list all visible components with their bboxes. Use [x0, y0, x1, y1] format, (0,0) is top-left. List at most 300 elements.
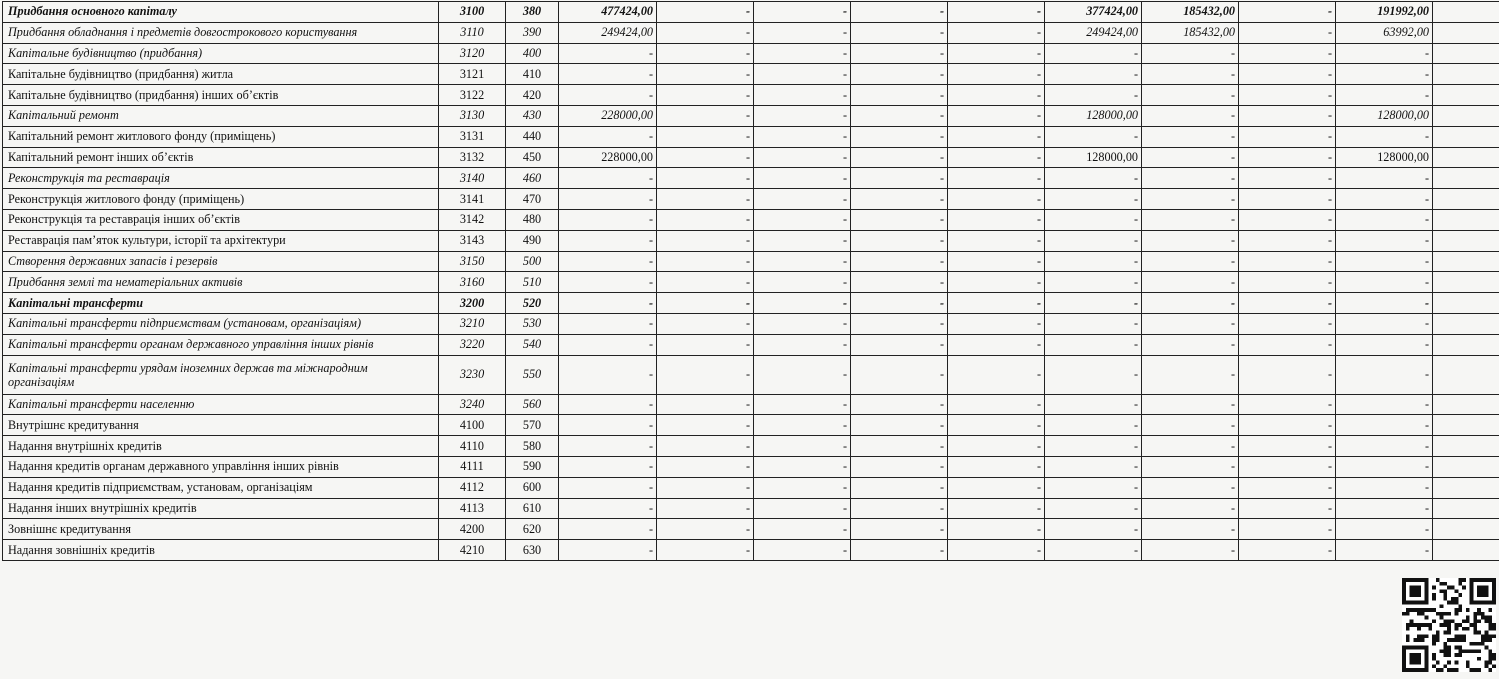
- value-cell: 249424,00: [559, 22, 657, 43]
- empty-cell: [1433, 251, 1499, 272]
- empty-cell: [1433, 355, 1499, 394]
- line-code: 440: [506, 126, 559, 147]
- value-cell: -: [1045, 251, 1142, 272]
- empty-cell: [1433, 85, 1499, 106]
- empty-cell: [1433, 43, 1499, 64]
- value-cell: -: [754, 540, 851, 561]
- value-cell: -: [851, 355, 948, 394]
- value-cell: -: [559, 355, 657, 394]
- qr-code-icon: [1402, 578, 1496, 672]
- value-cell: -: [948, 251, 1045, 272]
- value-cell: -: [1336, 64, 1433, 85]
- value-cell: -: [657, 251, 754, 272]
- table-row: [3, 293, 1499, 314]
- value-cell: -: [1239, 313, 1336, 334]
- row-label: Капітальні трансферти населенню: [3, 394, 439, 415]
- value-cell: -: [1045, 436, 1142, 457]
- row-label: Надання інших внутрішніх кредитів: [3, 498, 439, 519]
- value-cell: -: [1045, 189, 1142, 210]
- value-cell: -: [851, 64, 948, 85]
- value-cell: -: [948, 2, 1045, 23]
- table-row: [3, 415, 1499, 436]
- value-cell: -: [1239, 540, 1336, 561]
- row-label: Придбання обладнання і предметів довгострокового користування: [3, 22, 439, 43]
- table-row: [3, 168, 1499, 189]
- empty-cell: [1433, 2, 1499, 23]
- empty-cell: [1433, 126, 1499, 147]
- table-row: [3, 85, 1499, 106]
- value-cell: -: [1336, 519, 1433, 540]
- row-label: Капітальні трансферти: [3, 293, 439, 314]
- value-cell: -: [559, 334, 657, 355]
- value-cell: -: [851, 436, 948, 457]
- value-cell: -: [1142, 477, 1239, 498]
- kekv-code: 3210: [439, 313, 506, 334]
- table-row: [3, 436, 1499, 457]
- value-cell: -: [657, 22, 754, 43]
- value-cell: -: [559, 436, 657, 457]
- value-cell: -: [754, 355, 851, 394]
- kekv-code: 3110: [439, 22, 506, 43]
- line-code: 420: [506, 85, 559, 106]
- empty-cell: [1433, 230, 1499, 251]
- value-cell: -: [754, 272, 851, 293]
- value-cell: -: [1336, 456, 1433, 477]
- empty-cell: [1433, 394, 1499, 415]
- value-cell: -: [657, 394, 754, 415]
- value-cell: -: [754, 251, 851, 272]
- value-cell: -: [1239, 498, 1336, 519]
- value-cell: -: [948, 43, 1045, 64]
- value-cell: -: [1239, 436, 1336, 457]
- value-cell: -: [1239, 230, 1336, 251]
- kekv-code: 3160: [439, 272, 506, 293]
- value-cell: -: [851, 415, 948, 436]
- value-cell: -: [754, 22, 851, 43]
- line-code: 450: [506, 147, 559, 168]
- empty-cell: [1433, 189, 1499, 210]
- value-cell: -: [1142, 334, 1239, 355]
- row-label: Капітальне будівництво (придбання) житла: [3, 64, 439, 85]
- line-code: 540: [506, 334, 559, 355]
- kekv-code: 3132: [439, 147, 506, 168]
- value-cell: 185432,00: [1142, 2, 1239, 23]
- kekv-code: 3143: [439, 230, 506, 251]
- value-cell: -: [1239, 355, 1336, 394]
- row-label: Капітальні трансферти підприємствам (установам, організаціям): [3, 313, 439, 334]
- empty-cell: [1433, 498, 1499, 519]
- empty-cell: [1433, 22, 1499, 43]
- empty-cell: [1433, 415, 1499, 436]
- value-cell: -: [1045, 43, 1142, 64]
- value-cell: -: [754, 498, 851, 519]
- empty-cell: [1433, 313, 1499, 334]
- value-cell: -: [1142, 519, 1239, 540]
- value-cell: -: [754, 394, 851, 415]
- value-cell: -: [657, 168, 754, 189]
- value-cell: -: [1336, 126, 1433, 147]
- row-label: Капітальне будівництво (придбання) інших об’єктів: [3, 85, 439, 106]
- table-row: [3, 43, 1499, 64]
- value-cell: -: [754, 168, 851, 189]
- value-cell: -: [1336, 313, 1433, 334]
- value-cell: -: [657, 477, 754, 498]
- value-cell: -: [851, 126, 948, 147]
- value-cell: -: [1142, 355, 1239, 394]
- value-cell: -: [948, 540, 1045, 561]
- table-row: [3, 189, 1499, 210]
- row-label: Створення державних запасів і резервів: [3, 251, 439, 272]
- value-cell: -: [851, 2, 948, 23]
- row-label: Внутрішнє кредитування: [3, 415, 439, 436]
- value-cell: -: [851, 477, 948, 498]
- value-cell: -: [851, 230, 948, 251]
- value-cell: -: [851, 519, 948, 540]
- kekv-code: 3122: [439, 85, 506, 106]
- value-cell: -: [1045, 313, 1142, 334]
- value-cell: -: [754, 293, 851, 314]
- value-cell: -: [1239, 168, 1336, 189]
- expenditure-table: [2, 1, 1499, 561]
- value-cell: -: [754, 230, 851, 251]
- table-row: [3, 272, 1499, 293]
- kekv-code: 4110: [439, 436, 506, 457]
- value-cell: -: [948, 334, 1045, 355]
- value-cell: -: [1142, 540, 1239, 561]
- table-row: [3, 22, 1499, 43]
- value-cell: -: [657, 189, 754, 210]
- value-cell: -: [1336, 355, 1433, 394]
- value-cell: -: [754, 415, 851, 436]
- value-cell: -: [559, 394, 657, 415]
- value-cell: 249424,00: [1045, 22, 1142, 43]
- kekv-code: 3120: [439, 43, 506, 64]
- empty-cell: [1433, 272, 1499, 293]
- table-row: [3, 334, 1499, 355]
- value-cell: -: [1045, 293, 1142, 314]
- value-cell: -: [754, 477, 851, 498]
- value-cell: -: [1045, 456, 1142, 477]
- value-cell: -: [754, 43, 851, 64]
- value-cell: -: [754, 189, 851, 210]
- value-cell: -: [1336, 540, 1433, 561]
- value-cell: -: [851, 313, 948, 334]
- value-cell: -: [1045, 85, 1142, 106]
- value-cell: -: [851, 22, 948, 43]
- value-cell: -: [1045, 394, 1142, 415]
- table-body: [3, 2, 1499, 561]
- value-cell: -: [948, 147, 1045, 168]
- value-cell: -: [1239, 251, 1336, 272]
- table-row: [3, 313, 1499, 334]
- table-row: [3, 477, 1499, 498]
- row-label: Реставрація пам’яток культури, історії та архітектури: [3, 230, 439, 251]
- value-cell: -: [948, 22, 1045, 43]
- empty-cell: [1433, 209, 1499, 230]
- value-cell: 128000,00: [1336, 147, 1433, 168]
- value-cell: -: [1336, 251, 1433, 272]
- kekv-code: 3220: [439, 334, 506, 355]
- table-row: [3, 230, 1499, 251]
- value-cell: -: [1045, 126, 1142, 147]
- value-cell: -: [1239, 415, 1336, 436]
- value-cell: -: [559, 43, 657, 64]
- value-cell: -: [1239, 272, 1336, 293]
- value-cell: -: [1142, 147, 1239, 168]
- value-cell: -: [1142, 126, 1239, 147]
- value-cell: -: [1336, 209, 1433, 230]
- value-cell: -: [657, 147, 754, 168]
- value-cell: -: [1142, 394, 1239, 415]
- table-row: [3, 209, 1499, 230]
- value-cell: -: [754, 147, 851, 168]
- value-cell: -: [1239, 22, 1336, 43]
- kekv-code: 3130: [439, 105, 506, 126]
- table-row: [3, 147, 1499, 168]
- value-cell: -: [559, 415, 657, 436]
- value-cell: -: [657, 64, 754, 85]
- value-cell: -: [1142, 105, 1239, 126]
- value-cell: -: [1336, 334, 1433, 355]
- value-cell: -: [754, 2, 851, 23]
- row-label: Реконструкція та реставрація: [3, 168, 439, 189]
- value-cell: -: [1045, 64, 1142, 85]
- row-label: Реконструкція житлового фонду (приміщень): [3, 189, 439, 210]
- line-code: 410: [506, 64, 559, 85]
- value-cell: -: [1142, 230, 1239, 251]
- value-cell: -: [657, 272, 754, 293]
- value-cell: -: [948, 126, 1045, 147]
- value-cell: -: [1045, 477, 1142, 498]
- empty-cell: [1433, 147, 1499, 168]
- row-label: Реконструкція та реставрація інших об’єктів: [3, 209, 439, 230]
- value-cell: -: [657, 415, 754, 436]
- row-label: Зовнішнє кредитування: [3, 519, 439, 540]
- kekv-code: 4200: [439, 519, 506, 540]
- value-cell: -: [851, 540, 948, 561]
- value-cell: -: [1239, 126, 1336, 147]
- value-cell: -: [754, 209, 851, 230]
- value-cell: 63992,00: [1336, 22, 1433, 43]
- value-cell: -: [754, 85, 851, 106]
- value-cell: 228000,00: [559, 105, 657, 126]
- line-code: 560: [506, 394, 559, 415]
- line-code: 480: [506, 209, 559, 230]
- value-cell: -: [1239, 147, 1336, 168]
- value-cell: -: [1045, 334, 1142, 355]
- value-cell: -: [1045, 498, 1142, 519]
- kekv-code: 3142: [439, 209, 506, 230]
- kekv-code: 3141: [439, 189, 506, 210]
- value-cell: -: [851, 251, 948, 272]
- empty-cell: [1433, 293, 1499, 314]
- empty-cell: [1433, 436, 1499, 457]
- value-cell: -: [948, 293, 1045, 314]
- value-cell: -: [657, 436, 754, 457]
- kekv-code: 4111: [439, 456, 506, 477]
- value-cell: -: [1045, 272, 1142, 293]
- value-cell: -: [1045, 355, 1142, 394]
- value-cell: -: [559, 230, 657, 251]
- value-cell: -: [1336, 436, 1433, 457]
- value-cell: -: [559, 456, 657, 477]
- line-code: 530: [506, 313, 559, 334]
- value-cell: -: [559, 64, 657, 85]
- kekv-code: 3131: [439, 126, 506, 147]
- value-cell: -: [851, 293, 948, 314]
- empty-cell: [1433, 456, 1499, 477]
- value-cell: -: [948, 272, 1045, 293]
- value-cell: -: [1336, 415, 1433, 436]
- line-code: 570: [506, 415, 559, 436]
- value-cell: -: [1045, 209, 1142, 230]
- value-cell: -: [851, 43, 948, 64]
- line-code: 630: [506, 540, 559, 561]
- value-cell: -: [851, 498, 948, 519]
- value-cell: -: [1142, 43, 1239, 64]
- value-cell: -: [948, 477, 1045, 498]
- value-cell: -: [1239, 456, 1336, 477]
- kekv-code: 3240: [439, 394, 506, 415]
- line-code: 580: [506, 436, 559, 457]
- value-cell: -: [948, 456, 1045, 477]
- value-cell: -: [1142, 293, 1239, 314]
- value-cell: -: [657, 105, 754, 126]
- line-code: 550: [506, 355, 559, 394]
- value-cell: -: [1045, 230, 1142, 251]
- empty-cell: [1433, 477, 1499, 498]
- value-cell: -: [1239, 2, 1336, 23]
- value-cell: -: [1142, 313, 1239, 334]
- value-cell: -: [1239, 477, 1336, 498]
- value-cell: -: [657, 293, 754, 314]
- value-cell: 191992,00: [1336, 2, 1433, 23]
- value-cell: -: [559, 189, 657, 210]
- value-cell: -: [559, 293, 657, 314]
- row-label: Капітальні трансферти органам державного управління інших рівнів: [3, 334, 439, 355]
- table-row: [3, 498, 1499, 519]
- value-cell: -: [559, 85, 657, 106]
- value-cell: -: [851, 189, 948, 210]
- value-cell: -: [1336, 394, 1433, 415]
- value-cell: -: [948, 355, 1045, 394]
- table-row: [3, 355, 1499, 394]
- value-cell: -: [1142, 456, 1239, 477]
- kekv-code: 3230: [439, 355, 506, 394]
- line-code: 610: [506, 498, 559, 519]
- empty-cell: [1433, 64, 1499, 85]
- value-cell: -: [1142, 189, 1239, 210]
- line-code: 590: [506, 456, 559, 477]
- value-cell: -: [754, 105, 851, 126]
- line-code: 490: [506, 230, 559, 251]
- value-cell: -: [559, 209, 657, 230]
- value-cell: -: [754, 519, 851, 540]
- value-cell: -: [559, 272, 657, 293]
- kekv-code: 3150: [439, 251, 506, 272]
- kekv-code: 4113: [439, 498, 506, 519]
- value-cell: -: [1045, 415, 1142, 436]
- value-cell: -: [559, 168, 657, 189]
- kekv-code: 4210: [439, 540, 506, 561]
- value-cell: -: [559, 498, 657, 519]
- kekv-code: 4112: [439, 477, 506, 498]
- value-cell: -: [657, 540, 754, 561]
- line-code: 400: [506, 43, 559, 64]
- value-cell: 185432,00: [1142, 22, 1239, 43]
- table-row: [3, 519, 1499, 540]
- value-cell: -: [1045, 519, 1142, 540]
- value-cell: -: [559, 477, 657, 498]
- row-label: Надання зовнішніх кредитів: [3, 540, 439, 561]
- row-label: Капітальний ремонт інших об’єктів: [3, 147, 439, 168]
- line-code: 380: [506, 2, 559, 23]
- value-cell: 128000,00: [1045, 147, 1142, 168]
- value-cell: -: [1336, 168, 1433, 189]
- value-cell: -: [948, 436, 1045, 457]
- value-cell: -: [948, 209, 1045, 230]
- line-code: 510: [506, 272, 559, 293]
- value-cell: -: [1045, 540, 1142, 561]
- value-cell: -: [948, 105, 1045, 126]
- value-cell: -: [1142, 498, 1239, 519]
- value-cell: -: [657, 498, 754, 519]
- value-cell: -: [1045, 168, 1142, 189]
- value-cell: -: [657, 43, 754, 64]
- row-label: Придбання основного капіталу: [3, 2, 439, 23]
- value-cell: -: [1336, 498, 1433, 519]
- value-cell: 128000,00: [1045, 105, 1142, 126]
- row-label: Надання кредитів підприємствам, установам, організаціям: [3, 477, 439, 498]
- value-cell: -: [754, 334, 851, 355]
- value-cell: -: [851, 334, 948, 355]
- value-cell: 128000,00: [1336, 105, 1433, 126]
- kekv-code: 4100: [439, 415, 506, 436]
- value-cell: -: [1336, 43, 1433, 64]
- value-cell: -: [657, 313, 754, 334]
- value-cell: -: [1142, 64, 1239, 85]
- row-label: Капітальні трансферти урядам іноземних держав та міжнародним організаціям: [3, 355, 439, 394]
- value-cell: -: [1142, 415, 1239, 436]
- value-cell: -: [657, 126, 754, 147]
- line-code: 500: [506, 251, 559, 272]
- value-cell: -: [948, 498, 1045, 519]
- value-cell: -: [1142, 209, 1239, 230]
- value-cell: -: [948, 394, 1045, 415]
- value-cell: -: [754, 456, 851, 477]
- table-row: [3, 251, 1499, 272]
- row-label: Надання кредитів органам державного управління інших рівнів: [3, 456, 439, 477]
- value-cell: -: [657, 355, 754, 394]
- table-row: [3, 64, 1499, 85]
- value-cell: -: [851, 85, 948, 106]
- value-cell: -: [657, 209, 754, 230]
- value-cell: -: [948, 230, 1045, 251]
- kekv-code: 3100: [439, 2, 506, 23]
- value-cell: -: [1239, 189, 1336, 210]
- value-cell: -: [1239, 334, 1336, 355]
- value-cell: -: [851, 209, 948, 230]
- table-row: [3, 456, 1499, 477]
- line-code: 600: [506, 477, 559, 498]
- value-cell: -: [1336, 85, 1433, 106]
- value-cell: -: [1239, 43, 1336, 64]
- row-label: Капітальний ремонт житлового фонду (приміщень): [3, 126, 439, 147]
- line-code: 430: [506, 105, 559, 126]
- value-cell: -: [851, 147, 948, 168]
- kekv-code: 3140: [439, 168, 506, 189]
- value-cell: -: [1239, 105, 1336, 126]
